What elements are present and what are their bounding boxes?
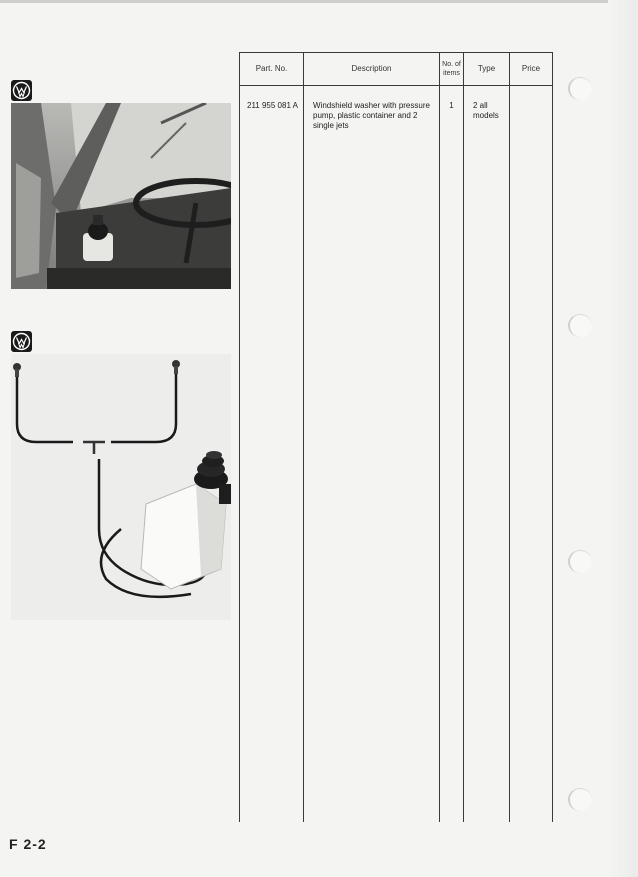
page-code: F 2-2 bbox=[9, 836, 47, 852]
header-type: Type bbox=[477, 64, 496, 73]
vw-logo-icon bbox=[11, 80, 32, 101]
parts-table bbox=[239, 52, 553, 822]
cell-part-no: 211 955 081 A bbox=[247, 101, 299, 110]
cell-no-of-items: 1 bbox=[449, 101, 454, 110]
binder-hole bbox=[568, 314, 592, 337]
header-part-no: Part. No. bbox=[255, 64, 288, 73]
dashboard-washer-photo bbox=[11, 103, 231, 289]
vw-logo-icon bbox=[11, 331, 32, 352]
header-description: Description bbox=[351, 64, 392, 73]
binder-hole bbox=[568, 788, 592, 811]
cell-type: 2 all models bbox=[473, 101, 499, 120]
header-price: Price bbox=[521, 64, 541, 73]
washer-kit-photo bbox=[11, 354, 231, 620]
page-edge-shadow bbox=[608, 0, 638, 877]
header-no-of-items: No. of items bbox=[442, 60, 461, 77]
cell-description: Windshield washer with pressure pump, plastic container and 2 single jets bbox=[313, 101, 430, 130]
binder-hole bbox=[568, 550, 592, 573]
binder-hole bbox=[568, 77, 592, 100]
page-top-edge bbox=[0, 0, 638, 3]
